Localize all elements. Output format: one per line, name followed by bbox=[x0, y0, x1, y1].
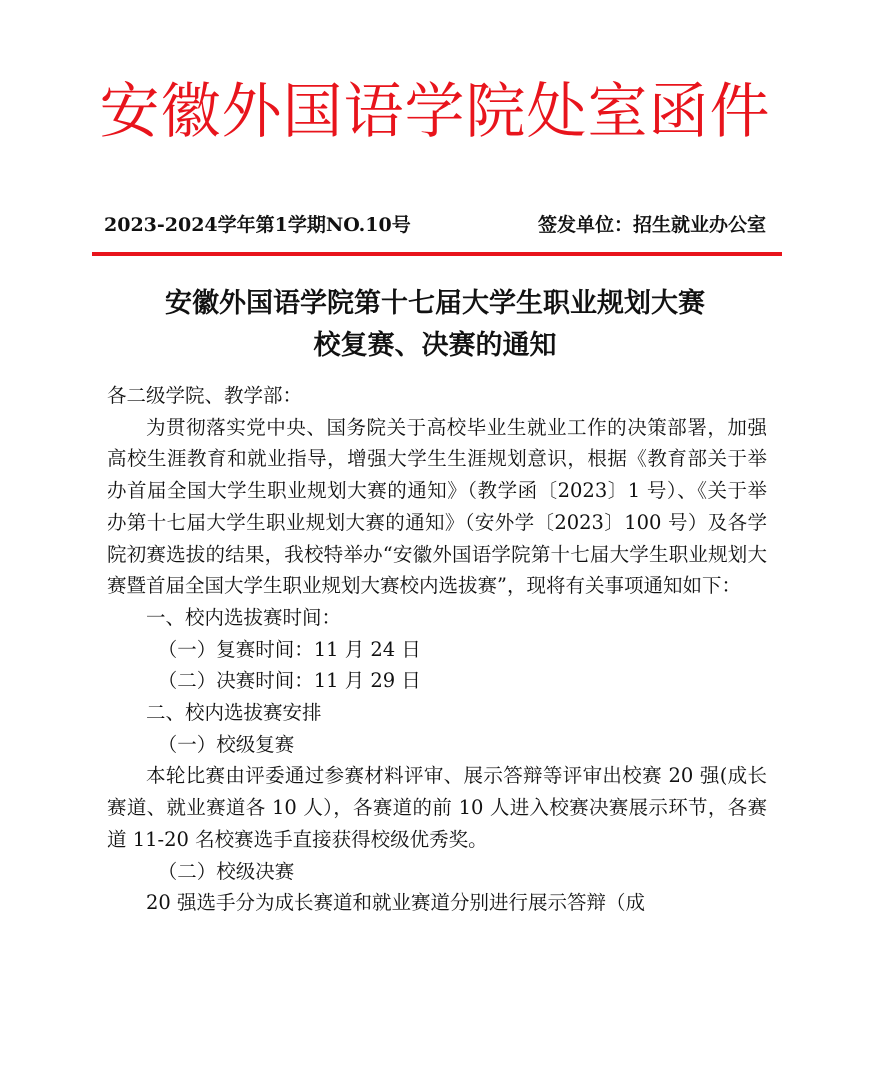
section-2-sub-2-heading: （二）校级决赛 bbox=[157, 859, 295, 883]
section-1-item-2: （二）决赛时间：11 月 29 日 bbox=[157, 669, 421, 693]
notice-title-line-2: 校复赛、决赛的通知 bbox=[313, 330, 557, 361]
section-2-sub-2-paragraph: 20 强选手分为成长赛道和就业赛道分别进行展示答辩（成 bbox=[146, 891, 646, 915]
section-2-sub-1-paragraph: 本轮比赛由评委通过参赛材料评审、展示答辩等评审出校赛 20 强(成长赛道、就业赛道各 10 人），各赛道的前 10 人进入校赛决赛展示环节，各赛道 11-20 名校赛选手直接获得校级优秀奖。 bbox=[107, 764, 767, 851]
document-number: 2023-2024学年第1学期NO.10号 bbox=[104, 214, 411, 236]
notice-body bbox=[107, 380, 767, 919]
notice-title-line-1: 安徽外国语学院第十七届大学生职业规划大赛 bbox=[165, 288, 705, 319]
section-2-sub-1-heading: （一）校级复赛 bbox=[157, 732, 295, 756]
letterhead-title: 安徽外国语学院处室函件 bbox=[99, 77, 771, 147]
section-2-heading: 二、校内选拔赛安排 bbox=[146, 701, 322, 725]
issuing-unit: 签发单位：招生就业办公室 bbox=[537, 214, 766, 236]
intro-paragraph: 为贯彻落实党中央、国务院关于高校毕业生就业工作的决策部署，加强高校生涯教育和就业指导，增强大学生生涯规划意识，根据《教育部关于举办首届全国大学生职业规划大赛的通知》（教学函〔2023〕1 号）、《关于举办第十七届大学生职业规划大赛的通知》（安外学〔2023〕100 号）及各学院初赛选拔的结果，我校特举办“安徽外国语学院第十七届大学生职业规划大赛暨首届全国大学生职业规划大赛校内选拔赛”，现将有关事项通知如下： bbox=[107, 415, 767, 598]
section-1-heading: 一、校内选拔赛时间： bbox=[146, 605, 342, 629]
document-meta bbox=[104, 210, 766, 240]
salutation: 各二级学院、教学部： bbox=[107, 384, 303, 407]
section-1-item-1: （一）复赛时间：11 月 24 日 bbox=[157, 637, 421, 661]
notice-title bbox=[80, 283, 790, 367]
red-divider-line bbox=[92, 252, 782, 256]
